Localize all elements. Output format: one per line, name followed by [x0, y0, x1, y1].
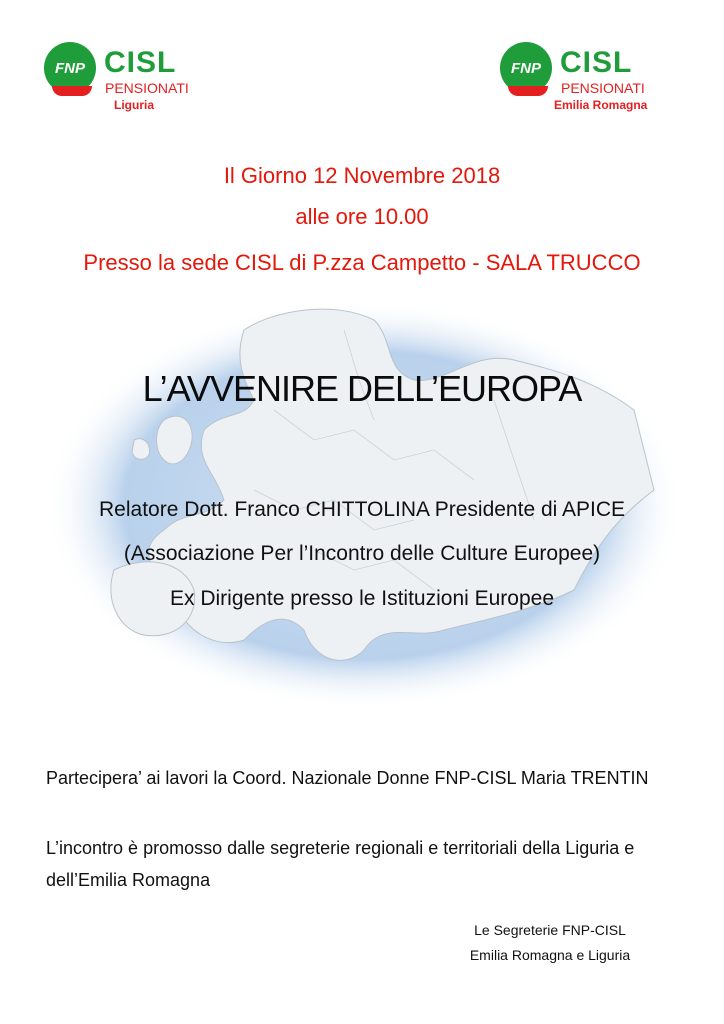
red-swoosh-icon [52, 86, 92, 96]
logo-brand: CISL [104, 46, 177, 79]
logo-subtitle: PENSIONATI [105, 80, 189, 96]
signature-line-2: Emilia Romagna e Liguria [469, 947, 631, 963]
logo-brand: CISL [560, 46, 633, 79]
fnp-badge-text: FNP [55, 59, 85, 77]
speaker-line-3: Ex Dirigente presso le Istituzioni Europee [169, 587, 555, 610]
signature-line-1: Le Segreterie FNP-CISL [474, 922, 626, 938]
event-venue: Presso la sede CISL di P.zza Campetto - SALA TRUCCO [83, 250, 641, 275]
speaker-line-2: (Associazione Per l’Incontro delle Culture Europee) [123, 542, 601, 565]
promotion-paragraph: L’incontro è promosso dalle segreterie regionali e territoriali della Liguria e dell’Emilia Romagna [46, 838, 635, 890]
logo-region: Emilia Romagna [554, 98, 648, 112]
logo-fnp-cisl-liguria [44, 42, 214, 112]
event-time: alle ore 10.00 [295, 204, 429, 229]
red-swoosh-icon [508, 86, 548, 96]
participation-paragraph: Partecipera’ ai lavori la Coord. Nazionale Donne FNP-CISL Maria TRENTIN [46, 768, 649, 788]
logo-subtitle: PENSIONATI [561, 80, 645, 96]
fnp-badge-text: FNP [511, 59, 541, 77]
event-date: Il Giorno 12 Novembre 2018 [223, 163, 501, 188]
logo-fnp-cisl-emilia-romagna [500, 42, 670, 112]
event-title: L’AVVENIRE DELL’EUROPA [142, 368, 582, 409]
speaker-line-1: Relatore Dott. Franco CHITTOLINA Presidente di APICE [99, 498, 625, 521]
logo-region: Liguria [114, 98, 155, 112]
